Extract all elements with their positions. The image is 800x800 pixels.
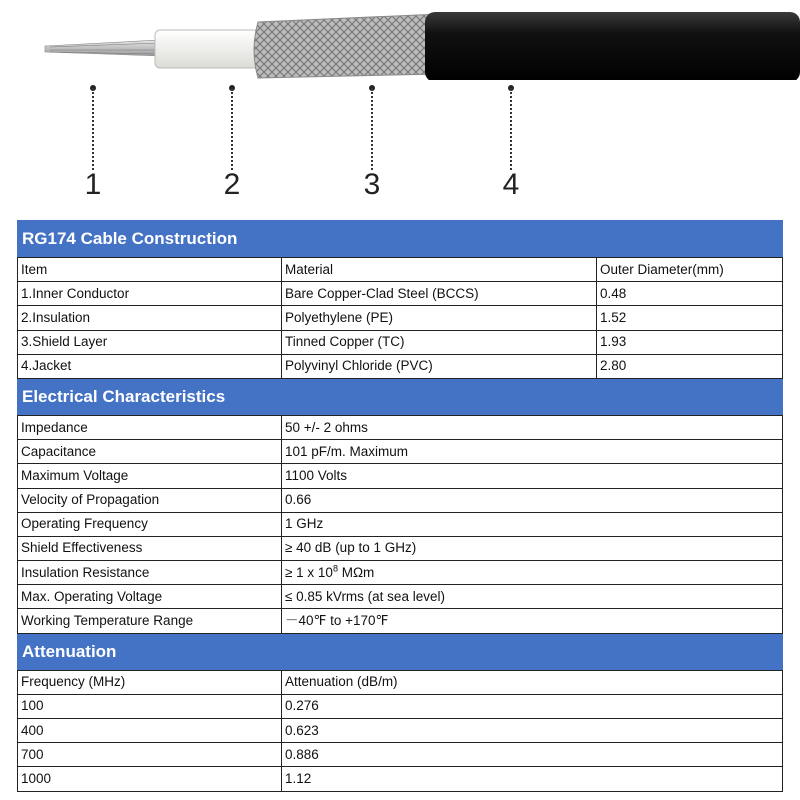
cell: ≤ 0.85 kVrms (at sea level) bbox=[282, 585, 783, 609]
cell: 2.Insulation bbox=[18, 306, 282, 330]
cell: 1.Inner Conductor bbox=[18, 282, 282, 306]
table-row bbox=[18, 561, 783, 585]
column-header: Frequency (MHz) bbox=[18, 670, 282, 694]
attenuation-title: Attenuation bbox=[18, 633, 783, 670]
cell: ≥ 40 dB (up to 1 GHz) bbox=[282, 536, 783, 560]
insulation-unit: MΩm bbox=[337, 564, 375, 580]
cell: 1100 Volts bbox=[282, 464, 783, 488]
marker-label-3: 3 bbox=[363, 168, 381, 201]
cell: 0.48 bbox=[597, 282, 783, 306]
insulation-layer bbox=[155, 30, 265, 68]
column-header: Attenuation (dB/m) bbox=[282, 670, 783, 694]
table-row bbox=[18, 694, 783, 718]
table-row bbox=[18, 282, 783, 306]
construction-header-row bbox=[18, 258, 783, 282]
cell: 1.12 bbox=[282, 767, 783, 791]
cell: 101 pF/m. Maximum bbox=[282, 440, 783, 464]
table-row bbox=[18, 415, 783, 439]
cell: 4.Jacket bbox=[18, 354, 282, 378]
cell: Working Temperature Range bbox=[18, 609, 282, 633]
table-row bbox=[18, 609, 783, 633]
table-row bbox=[18, 464, 783, 488]
outer-jacket bbox=[425, 12, 800, 80]
cell: Operating Frequency bbox=[18, 512, 282, 536]
cell: Velocity of Propagation bbox=[18, 488, 282, 512]
table-row bbox=[18, 440, 783, 464]
cell: 1 GHz bbox=[282, 512, 783, 536]
cell: 1000 bbox=[18, 767, 282, 791]
section-electrical bbox=[18, 378, 783, 415]
marker-label-4: 4 bbox=[502, 168, 520, 201]
cell bbox=[282, 561, 783, 585]
cell: 2.80 bbox=[597, 354, 783, 378]
table-row bbox=[18, 512, 783, 536]
insulation-exponent: 8 bbox=[332, 563, 338, 574]
table-row bbox=[18, 354, 783, 378]
table-row bbox=[18, 536, 783, 560]
electrical-title: Electrical Characteristics bbox=[18, 378, 783, 415]
cell: Capacitance bbox=[18, 440, 282, 464]
cell: 700 bbox=[18, 743, 282, 767]
cell: Tinned Copper (TC) bbox=[282, 330, 597, 354]
cell: 400 bbox=[18, 719, 282, 743]
attenuation-header-row bbox=[18, 670, 783, 694]
cell: Impedance bbox=[18, 415, 282, 439]
cell: Insulation Resistance bbox=[18, 561, 282, 585]
marker-label-1: 1 bbox=[84, 168, 102, 201]
marker-label-2: 2 bbox=[223, 168, 241, 201]
table-row bbox=[18, 330, 783, 354]
cable-illustration bbox=[0, 0, 800, 80]
cell: 1.52 bbox=[597, 306, 783, 330]
cell: Polyvinyl Chloride (PVC) bbox=[282, 354, 597, 378]
cell: 3.Shield Layer bbox=[18, 330, 282, 354]
section-attenuation bbox=[18, 633, 783, 670]
cell: Bare Copper-Clad Steel (BCCS) bbox=[282, 282, 597, 306]
table-row bbox=[18, 585, 783, 609]
spec-table bbox=[17, 220, 783, 792]
column-header: Material bbox=[282, 258, 597, 282]
table-row bbox=[18, 306, 783, 330]
construction-title: RG174 Cable Construction bbox=[18, 221, 783, 258]
column-header: Outer Diameter(mm) bbox=[597, 258, 783, 282]
cell: 1.93 bbox=[597, 330, 783, 354]
cell: 50 +/- 2 ohms bbox=[282, 415, 783, 439]
insulation-value: ≥ 1 x 10 bbox=[285, 564, 333, 580]
inner-conductor bbox=[45, 40, 160, 56]
cell: 100 bbox=[18, 694, 282, 718]
cell: 0.276 bbox=[282, 694, 783, 718]
column-header: Item bbox=[18, 258, 282, 282]
cell: 0.886 bbox=[282, 743, 783, 767]
cell: 0.623 bbox=[282, 719, 783, 743]
section-construction bbox=[18, 221, 783, 258]
table-row bbox=[18, 743, 783, 767]
table-row bbox=[18, 488, 783, 512]
cell: Maximum Voltage bbox=[18, 464, 282, 488]
table-row bbox=[18, 719, 783, 743]
cell: Polyethylene (PE) bbox=[282, 306, 597, 330]
shield-braid bbox=[254, 14, 440, 78]
cell: 0.66 bbox=[282, 488, 783, 512]
table-row bbox=[18, 767, 783, 791]
cell: Max. Operating Voltage bbox=[18, 585, 282, 609]
cell: －40℉ to +170℉ bbox=[282, 609, 783, 633]
cell: Shield Effectiveness bbox=[18, 536, 282, 560]
